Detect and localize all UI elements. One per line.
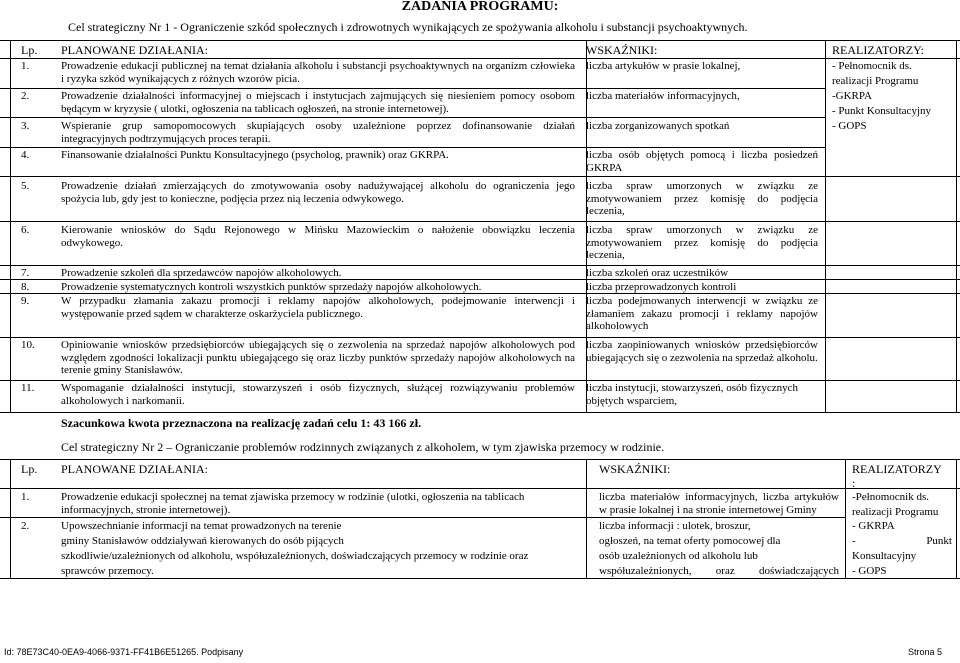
t1-header-actions: PLANOWANE DZIAŁANIA: bbox=[61, 43, 208, 57]
indicator-text: liczba przeprowadzonych kontroli bbox=[586, 281, 737, 293]
row-number: 10. bbox=[21, 339, 35, 351]
t2-header-lp: Lp. bbox=[21, 462, 38, 476]
row-number: 11. bbox=[21, 382, 35, 394]
action-text: Wspieranie grup samopomocowych skupiających osoby uzależnione poprzez dofinansowanie działań integracyjnych podtrzymujących proces terapii. bbox=[61, 120, 575, 145]
indicator-text: liczba osób objętych pomocą i liczba posiedzeń GKRPA bbox=[586, 149, 818, 174]
row-number: 3. bbox=[21, 120, 30, 132]
action-text: Finansowanie działalności Punktu Konsultacyjnego (psycholog, prawnik) oraz GKRPA. bbox=[61, 149, 449, 161]
action-text: Prowadzenie działań zmierzających do zmotywowania osoby nadużywającej alkoholu do ograniczenia jego spożycia lub, gdy jest to konieczne, podjęcia przez nią leczenia odwykowego. bbox=[61, 180, 575, 205]
action-text: Opiniowanie wniosków przedsiębiorców ubiegających się o zezwolenia na sprzedaż napojów alkoholowych pod względem zgodności lokalizacji punktu ubiegającego się oraz liczby punktów sprzedaży napojów alkoholowych na terenie gminy Stanisławów. bbox=[61, 339, 575, 376]
action-line: gminy Stanisławów oddziaływań kierowanych do osób pijących bbox=[61, 535, 344, 547]
t2-header-actions: PLANOWANE DZIAŁANIA: bbox=[61, 462, 208, 476]
executor-line: Konsultacyjny bbox=[852, 550, 917, 562]
row-number: 6. bbox=[21, 224, 30, 236]
row-number: 4. bbox=[21, 149, 30, 161]
action-text: Prowadzenie działalności informacyjnej o miejscach i instytucjach zajmujących się niesieniem pomocy osobom będącym w kryzysie ( ulotki, ogłoszenia na tablicach ogłoszeń, na stronie internetowej). bbox=[61, 90, 575, 115]
indicator-text: liczba instytucji, stowarzyszeń, osób fizycznych objętych wsparciem, bbox=[586, 382, 798, 407]
executor-line: realizacji Programu bbox=[832, 75, 919, 87]
action-line: szkodliwie/uzależnionych od alkoholu, współuzależnionych, doświadczających przemocy w rodzinie oraz bbox=[61, 550, 529, 562]
indicator-line: ogłoszeń, na temat oferty pomocowej dla bbox=[599, 535, 781, 547]
t2-header-indicators: WSKAŹNIKI: bbox=[599, 462, 671, 476]
executor-line: - GOPS bbox=[832, 120, 867, 132]
action-text: Prowadzenie szkoleń dla sprzedawców napojów alkoholowych. bbox=[61, 267, 342, 279]
action-text: Prowadzenie edukacji publicznej na temat działania alkoholu i substancji psychoaktywnych na organizm człowieka i ryzyka szkód wynikających z różnych wzorów picia. bbox=[61, 60, 575, 85]
goal-2-heading: Cel strategiczny Nr 2 – Ograniczanie problemów rodzinnych związanych z alkoholem, w tym zjawiska przemocy w rodzinie. bbox=[61, 440, 665, 454]
row-number: 9. bbox=[21, 295, 30, 307]
indicator-text: liczba zaopiniowanych wniosków przedsiębiorców ubiegających się o zezwolenia na sprzedaż alkoholu. bbox=[586, 339, 818, 364]
indicator-text: liczba artykułów w prasie lokalnej, bbox=[586, 60, 741, 72]
row-number: 7. bbox=[21, 267, 30, 279]
page-number: Strona 5 bbox=[907, 647, 942, 657]
executor-line: - Punkt bbox=[852, 535, 952, 547]
indicator-text: liczba zorganizowanych spotkań bbox=[586, 120, 730, 132]
indicator-text: liczba spraw umorzonych w związku ze zmotywowaniem przez komisję do podjęcia leczenia, bbox=[586, 224, 818, 261]
indicator-line: osób uzależnionych od alkoholu lub bbox=[599, 550, 758, 562]
row-number: 5. bbox=[21, 180, 30, 192]
goal-1-heading: Cel strategiczny Nr 1 - Ograniczenie szkód społecznych i zdrowotnych wynikających ze spożywania alkoholu i substancji psychoaktywnych. bbox=[68, 20, 748, 34]
executor-line: -Pełnomocnik ds. bbox=[852, 491, 929, 503]
indicator-text: liczba spraw umorzonych w związku ze zmotywowaniem przez komisję do podjęcia leczenia, bbox=[586, 180, 818, 217]
page-title: ZADANIA PROGRAMU: bbox=[401, 0, 559, 14]
action-text: Prowadzenie systematycznych kontroli wszystkich punktów sprzedaży napojów alkoholowych. bbox=[61, 281, 482, 293]
row-number: 1. bbox=[21, 60, 30, 72]
row-number: 1. bbox=[21, 491, 30, 503]
executor-line: realizacji Programu bbox=[852, 506, 939, 518]
action-text: Wspomaganie działalności instytucji, stowarzyszeń i osób fizycznych, służącej rozwiązywaniu problemów alkoholowych i narkomanii. bbox=[61, 382, 575, 407]
executor-line: - Pełnomocnik ds. bbox=[832, 60, 912, 72]
indicator-line: współuzależnionych, oraz doświadczających bbox=[599, 565, 839, 577]
action-text: W przypadku złamania zakazu promocji i reklamy napojów alkoholowych, podejmowanie interwencji i występowanie przed sądem w charakterze oskarżyciela publicznego. bbox=[61, 295, 575, 320]
row-number: 2. bbox=[21, 90, 30, 102]
t2-header-executors: REALIZATORZY bbox=[852, 462, 942, 476]
action-line: Upowszechnianie informacji na temat prowadzonych na terenie bbox=[61, 520, 342, 532]
indicator-text: liczba podejmowanych interwencji w związku ze złamaniem zakazu promocji i reklamy napojów alkoholowych bbox=[586, 295, 818, 332]
action-text: Prowadzenie edukacji społecznej na temat zjawiska przemocy w rodzinie (ulotki, ogłoszenia na tablicach informacyjnych, stronie internetowej). bbox=[61, 491, 525, 516]
indicator-text: liczba materiałów informacyjnych, bbox=[586, 90, 740, 102]
action-text: Kierowanie wniosków do Sądu Rejonowego w Mińsku Mazowieckim o nałożenie obowiązku leczenia odwykowego. bbox=[61, 224, 575, 249]
t1-header-indicators: WSKAŹNIKI: bbox=[586, 43, 658, 57]
indicator-text: liczba materiałów informacyjnych, liczba artykułów w prasie lokalnej i na stronie internetowej Gminy bbox=[599, 491, 839, 516]
action-line: sprawców przemocy. bbox=[61, 565, 154, 577]
t1-header-executors: REALIZATORZY: bbox=[832, 43, 925, 57]
document-id: Id: 78E73C40-0EA9-4066-9371-FF41B6E51265. Podpisany bbox=[4, 647, 244, 657]
row-number: 8. bbox=[21, 281, 30, 293]
executor-line: - Punkt Konsultacyjny bbox=[832, 105, 931, 117]
executor-line: - GKRPA bbox=[852, 520, 895, 532]
goal-1-budget: Szacunkowa kwota przeznaczona na realizację zadań celu 1: 43 166 zł. bbox=[61, 416, 422, 430]
indicator-text: liczba szkoleń oraz uczestników bbox=[586, 267, 729, 279]
executor-line: - GOPS bbox=[852, 565, 887, 577]
executor-line: -GKRPA bbox=[832, 90, 872, 102]
row-number: 2. bbox=[21, 520, 30, 532]
indicator-line: liczba informacji : ulotek, broszur, bbox=[599, 520, 751, 532]
t2-header-executors-colon: : bbox=[852, 476, 856, 490]
t1-header-lp: Lp. bbox=[21, 43, 38, 57]
